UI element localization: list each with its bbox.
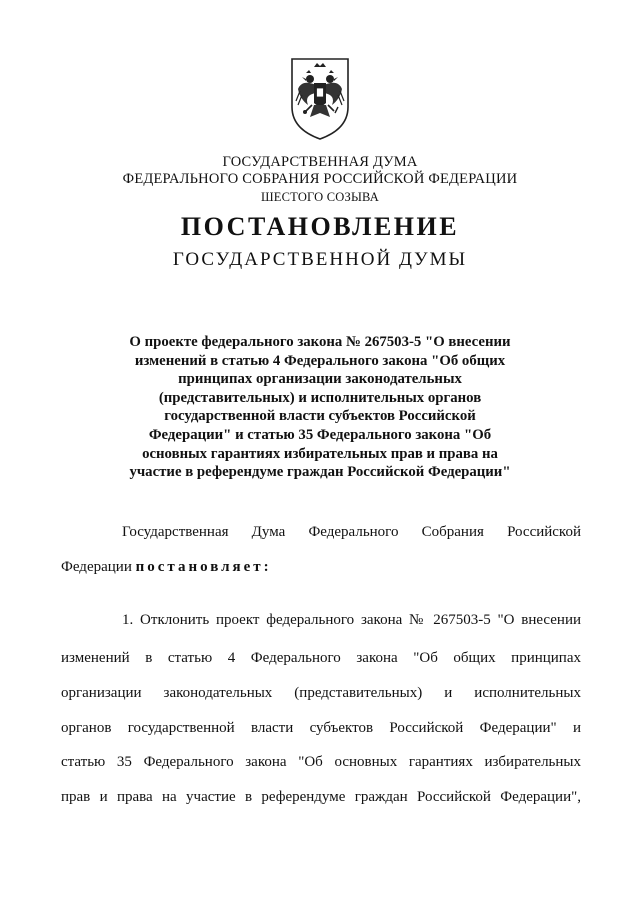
org-name-line2: ФЕДЕРАЛЬНОГО СОБРАНИЯ РОССИЙСКОЙ ФЕДЕРАЦИИ [122, 171, 518, 187]
preamble-line2 [61, 559, 581, 576]
heading-line: участие в референдуме граждан Российской Федерации" [129, 464, 511, 481]
heading-line: изменений в статью 4 Федерального закона "Об общих [134, 352, 506, 369]
convocation: ШЕСТОГО СОЗЫВА [260, 190, 380, 204]
body-line: 1. Отклонить проект федерального закона № 267503-5 "О внесении [122, 612, 581, 628]
body-line: статью 35 Федерального закона "Об основных гарантиях избирательных [61, 754, 581, 770]
heading-line: основных гарантиях избирательных прав и права на [142, 445, 498, 462]
body-line: прав и права на участие в референдуме граждан Российской Федерации", [61, 789, 581, 805]
preamble-line1: Государственная Дума Федерального Собрания Российской [122, 524, 581, 540]
heading-line: Федерации" и статью 35 Федерального закона "Об [148, 426, 492, 443]
resolution-heading [110, 333, 530, 482]
body-line: изменений в статью 4 Федерального закона "Об общих принципах [61, 650, 581, 666]
document-subtitle: ГОСУДАРСТВЕННОЙ ДУМЫ [172, 249, 468, 270]
document-title: ПОСТАНОВЛЕНИЕ [180, 212, 460, 241]
decree-word: постановляет: [135, 559, 272, 575]
heading-line: принципах организации законодательных [178, 371, 462, 388]
body-line: органов государственной власти субъектов Российской Федерации" и [61, 720, 581, 736]
body-line: организации законодательных (представительных) и исполнительных [61, 685, 581, 701]
heading-line: (представительных) и исполнительных органов [158, 389, 482, 406]
heading-line: государственной власти субъектов Российской [164, 408, 476, 425]
org-name-line1: ГОСУДАРСТВЕННАЯ ДУМА [222, 154, 418, 170]
russian-coat-of-arms-icon [288, 55, 352, 141]
heading-line: О проекте федерального закона № 267503-5 "О внесении [129, 334, 511, 350]
preamble-line2-start: Федерации [61, 559, 136, 575]
